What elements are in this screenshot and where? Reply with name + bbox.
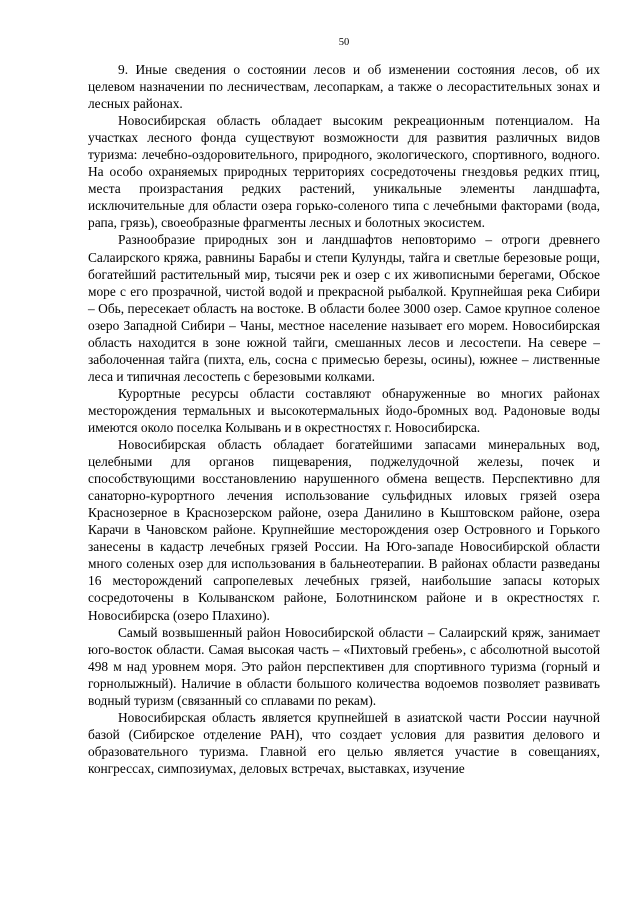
paragraph-salair-ridge: Самый возвышенный район Новосибирской области – Салаирский кряж, занимает юго-восток области. Самая высокая часть – «Пихтовый гребень», с абсолютной высотой 498 м над уровнем моря. Это район перспективен для спортивного туризма (горный и горнолыжный). Наличие в области большого количества водоемов позволяет развивать водный туризм (связанный со сплавами по рекам).: [88, 624, 600, 708]
paragraph-section-9-heading: 9. Иные сведения о состоянии лесов и об изменении состояния лесов, об их целевом назначении по лесничествам, лесопаркам, а также о лесорастительных зонах и лесных районах.: [88, 62, 600, 112]
paragraph-recreational-potential: Новосибирская область обладает высоким рекреационным потенциалом. На участках лесного фонда существуют возможности для развития различных видов туризма: лечебно-оздоровительного, природного, экологического, спортивного, водного. На особо охраняемых природных территориях сосредоточены гнездовья редких птиц, места произрастания редких растений, уникальные элементы ландшафта, исключительные для области озера горько-соленого типа с лечебными факторами (вода, рапа, грязь), своеобразные фрагменты лесных и болотных экосистем.: [88, 113, 600, 231]
paragraph-mineral-waters: Новосибирская область обладает богатейшими запасами минеральных вод, целебными для органов пищеварения, поджелудочной железы, почек и способствующими восстановлению нарушенного обмена веществ. Перспективно для санаторно-курортного лечения использование сульфидных иловых грязей озера Краснозерное в Краснозерском районе, озера Данилино в Кыштовском районе, озера Карачи в Чановском районе. Крупнейшие месторождения озер Островного и Горького занесены в кадастр лечебных грязей России. На Юго-западе Новосибирской области много соленых озер для использования в бальнеотерапии. В районах области разведаны 16 месторождений сапропелевых лечебных грязей, наибольшие запасы которых сосредоточены в Колыванском районе, Болотнинском районе и в окрестностях г. Новосибирска (озеро Плахино).: [88, 437, 600, 623]
document-body: [88, 61, 600, 777]
paragraph-resort-resources: Курортные ресурсы области составляют обнаруженные во многих районах месторождения термальных и высокотермальных йодо-бромных вод. Радоновые воды имеются около поселка Колывань и в окрестностях г. Новосибирска.: [88, 385, 600, 435]
paragraph-natural-zones: Разнообразие природных зон и ландшафтов неповторимо – отроги древнего Салаирского кряжа, равнины Барабы и степи Кулунды, тайга и светлые березовые рощи, богатейший растительный мир, тысячи рек и озер с их живописными берегами, Обское море с его прозрачной, чистой водой и прекрасной рыбалкой. Крупнейшая река Сибири – Обь, пересекает область на востоке. В области более 3000 озер. Самое крупное соленое озеро Западной Сибири – Чаны, местное население называет его морем. Новосибирская область находится в зоне южной тайги, смешанных лесов и лесостепи. На севере – заболоченная тайга (пихта, ель, сосна с примесью березы, осины), южнее – лиственные леса и типичная лесостепь с березовыми колками.: [88, 232, 600, 384]
page-number: 50: [338, 37, 350, 48]
paragraph-business-tourism: Новосибирская область является крупнейшей в азиатской части России научной базой (Сибирское отделение РАН), что создает условия для развития делового и образовательного туризма. Главной его целью является участие в совещаниях, конгрессах, симпозиумах, деловых встречах, выставках, изучение: [88, 709, 600, 776]
